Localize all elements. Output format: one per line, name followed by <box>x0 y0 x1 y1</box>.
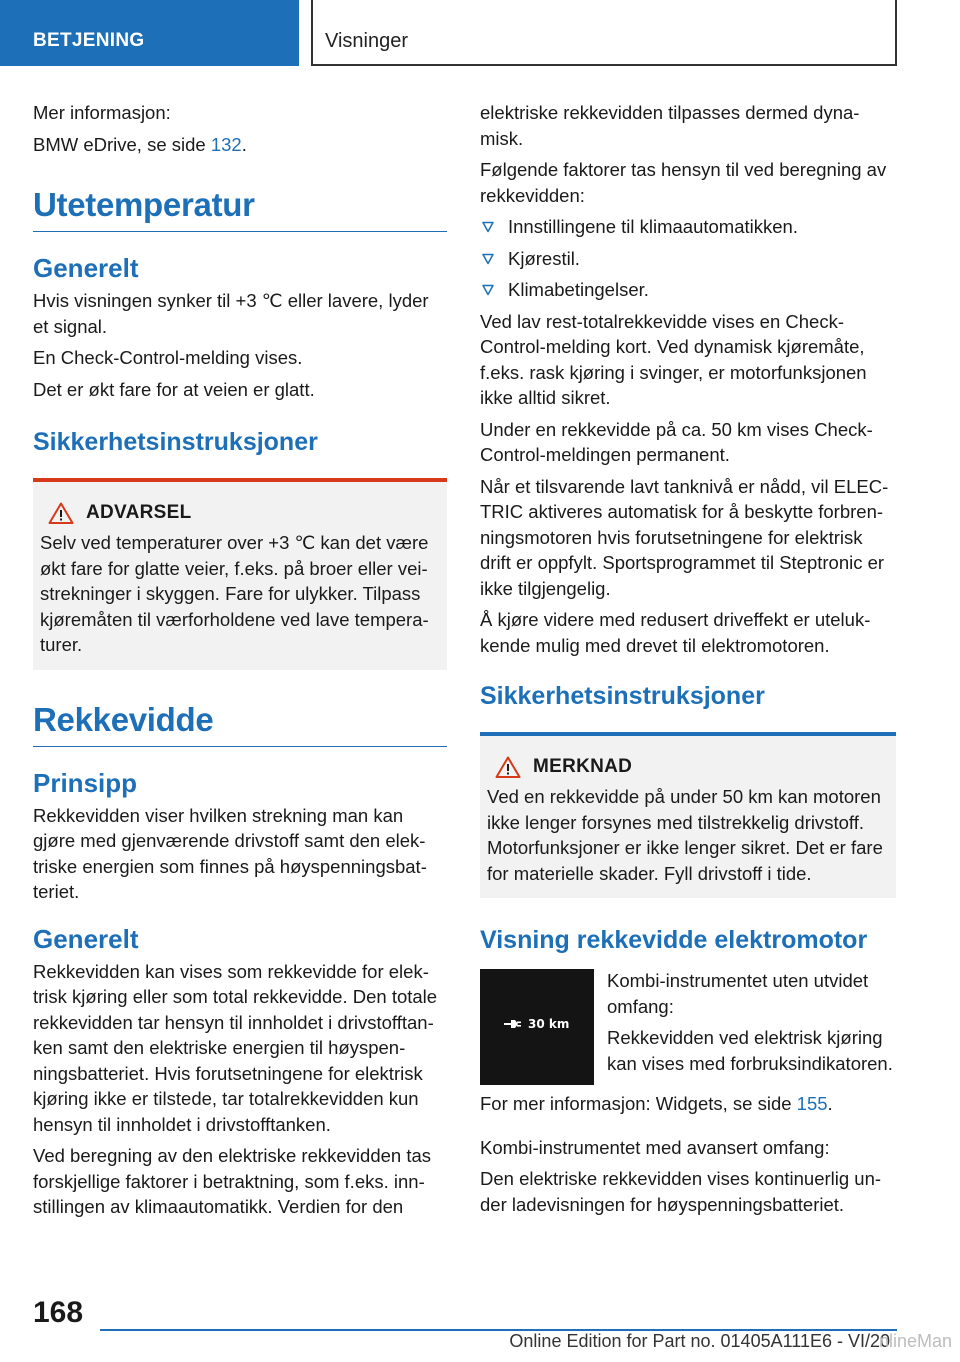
notice-text: Ved en rekkevidde på under 50 km kan motoren ikke lenger forsynes med tilstrekkelig drivstoff. Motorfunksjoner er ikke lenger sikret. Det er fare for materielle skader. Fyll drivstoff i tide. <box>487 786 883 884</box>
list-item <box>480 277 896 303</box>
paragraph: Følgende faktorer tas hensyn til ved beregning av rekkevidden: <box>480 159 887 206</box>
factor-list <box>480 214 896 303</box>
notice-title: ADVARSEL <box>86 502 192 523</box>
paragraph: Den elektriske rekkevidden vises kontinuerlig under ladevisningen for høyspenningsbatteriet. <box>480 1168 882 1215</box>
warning-notice <box>33 478 447 670</box>
heading-sikkerhetsinstruksjoner-2: Sikkerhetsinstruksjoner <box>480 682 765 710</box>
heading-sikkerhetsinstruksjoner-1: Sikkerhetsinstruksjoner <box>33 428 318 456</box>
notice-text: Selv ved temperaturer over +3 ℃ kan det være økt fare for glatte veier, f.eks. på broer eller veistrekninger i skyggen. Fare for ulykker. Tilpass kjøremåten til værforholdene ved lave temperaturer. <box>40 532 429 655</box>
page-link-155[interactable]: 155 <box>796 1093 828 1114</box>
paragraph: Rekkevidden viser hvilken strekning man kan gjøre med gjenværende drivstoff samt den elektriske energien som finnes på høyspenningsbatteriet. <box>33 804 427 902</box>
header-divider-bottom <box>311 64 897 66</box>
more-info-end: . <box>827 1093 833 1114</box>
paragraph: Når et tilsvarende lavt tanknivå er nådd, vil ELECTRIC aktiveres automatisk for å beskytte forbrenningsmotoren hvis forutsetningene for elektrisk drift er oppfylt. Sportsprogrammet til Steptronic er ikke tilgjengelig. <box>480 475 889 599</box>
paragraph: Ved beregning av den elektriske rekkevidden tas forskjellige faktorer i betraktning, som f.eks. innstillingen av klimaautomatikk. Verdien for den <box>33 1145 432 1217</box>
intro-ref-end: . <box>241 133 247 155</box>
paragraph: Ved lav rest-totalrekkevidde vises en Check-Control-melding kort. Ved dynamisk kjøremåte, f.eks. rask kjøring i svinger, er motorfunksjonen ikke alltid sikret. <box>480 310 867 408</box>
page-section-title: Visninger <box>325 30 409 52</box>
notice-header <box>40 502 439 524</box>
merknad-notice <box>480 732 896 898</box>
paragraph: Rekkevidden kan vises som rekkevidde for elektrisk kjøring eller som total rekkevidde. Den totale rekkevidden tar hensyn til innholdet i drivstofftanken samt den elektriske energien til høyspenningsbatteriet. Hvis forutsetningene for elektrisk kjøring ikke er tilstede, tar totalrekkevidden kun hensyn til innholdet i drivstofftanken. <box>33 960 438 1135</box>
more-info <box>480 1091 896 1117</box>
triangle-bullet-icon <box>482 253 494 265</box>
list-item-label: Kjørestil. <box>508 247 580 269</box>
intro-reference <box>33 132 447 158</box>
heading-generelt-2: Generelt <box>33 923 139 954</box>
left-column <box>33 100 447 1226</box>
paragraph: Rekkevidden ved elektrisk kjøring kan vises med forbruksindikatoren. <box>607 1027 893 1074</box>
paragraph: En Check-Control-melding vises. <box>33 347 303 368</box>
heading-rekkevidde: Rekkevidde <box>33 700 447 747</box>
heading-generelt-1: Generelt <box>33 253 139 283</box>
paragraph: Hvis visningen synker til +3 ℃ eller lavere, lyder et signal. <box>33 290 429 337</box>
paragraph: Det er økt fare for at veien er glatt. <box>33 378 315 400</box>
header-divider-left <box>311 0 313 66</box>
triangle-bullet-icon <box>482 221 494 233</box>
heading-visning-rekkevidde: Visning rekkevidde elektromotor <box>480 926 868 954</box>
list-item <box>480 246 896 272</box>
notice-header <box>487 756 888 778</box>
watermark-text: nlineMan <box>878 1331 952 1351</box>
notice-title: MERKNAD <box>533 756 633 777</box>
electric-plug-icon <box>502 1017 522 1031</box>
right-column <box>480 100 896 1223</box>
list-item-label: Klimabetingelser. <box>508 279 649 300</box>
paragraph: Å kjøre videre med redusert driveffekt er utelukkende mulig med drevet til elektromotoren. <box>480 609 871 656</box>
header-divider-right <box>895 0 897 66</box>
page-number: 168 <box>33 1296 84 1329</box>
edition-text: Online Edition for Part no. 01405A111E6 - VI/20 <box>509 1331 890 1351</box>
paragraph: Under en rekkevidde på ca. 50 km vises Check-Control-meldingen permanent. <box>480 418 873 465</box>
range-widget-content <box>502 1017 569 1031</box>
list-item <box>480 214 896 240</box>
intro-text: Mer informasjon: <box>33 102 171 123</box>
page-link-132[interactable]: 132 <box>210 133 242 155</box>
paragraph: Kombi-instrumentet uten utvidet omfang: <box>607 970 869 1017</box>
paragraph: elektriske rekkevidden tilpasses dermed dynamisk. <box>480 102 860 149</box>
heading-utetemperatur: Utetemperatur <box>33 185 447 232</box>
range-value: 30 km <box>528 1017 570 1031</box>
triangle-bullet-icon <box>482 284 494 296</box>
warning-triangle-icon <box>48 502 74 524</box>
more-info-text: For mer informasjon: Widgets, se side <box>480 1093 797 1114</box>
heading-prinsipp: Prinsipp <box>33 767 138 798</box>
paragraph: Kombi-instrumentet med avansert omfang: <box>480 1136 830 1158</box>
section-tab <box>0 0 299 66</box>
range-widget-block <box>480 968 896 1085</box>
intro-ref-text: BMW eDrive, se side <box>33 133 211 155</box>
page-header <box>0 0 960 66</box>
section-label: BETJENING <box>33 30 145 51</box>
list-item-label: Innstillingene til klimaautomatikken. <box>508 216 798 237</box>
range-widget-image <box>480 969 594 1085</box>
widget-description <box>607 968 896 1085</box>
warning-triangle-icon <box>495 756 521 778</box>
